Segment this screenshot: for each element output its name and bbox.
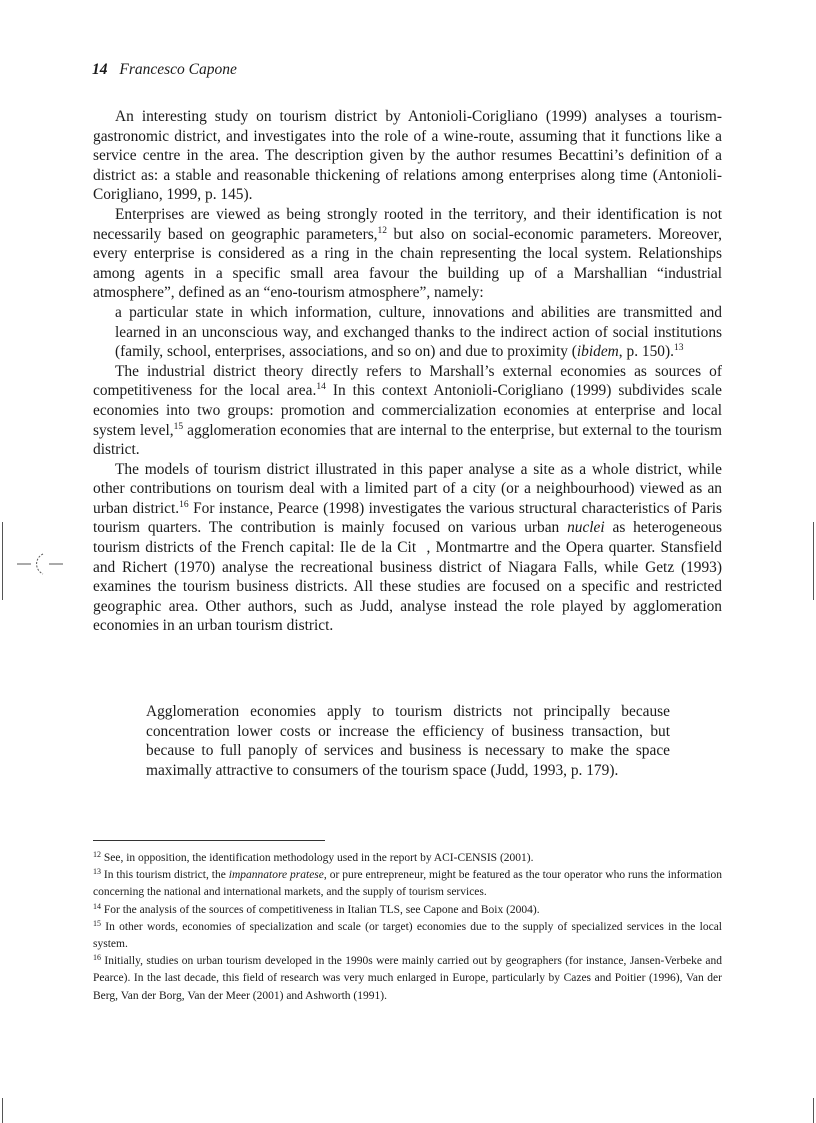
footnote-14 bbox=[93, 902, 722, 919]
paragraph-4-text-end: agglomeration economies that are internal to the enterprise, but external to the tourism district. bbox=[93, 421, 722, 459]
footnote-13-text: In this tourism district, the bbox=[101, 869, 229, 882]
crop-mark-bottom-right bbox=[813, 1098, 814, 1123]
page-number: 14 bbox=[92, 61, 108, 78]
registration-mark-icon bbox=[17, 550, 63, 578]
crop-mark-left bbox=[2, 522, 3, 600]
crop-mark-right bbox=[813, 522, 814, 600]
running-header bbox=[92, 61, 237, 79]
footnote-14-text: For the analysis of the sources of competitiveness in Italian TLS, see Capone and Boix (2004). bbox=[101, 903, 540, 916]
paragraph-5 bbox=[93, 460, 722, 636]
paragraph-4 bbox=[93, 362, 722, 460]
paragraph-2-text-cont: but also on social-economic parameters. Moreover, every enterprise is considered as a ring in the chain representing the local system. Relationships among agents in a specific small area favour the building up of a Marshallian “industrial atmosphere”, defined as an “eno-tourism atmosphere”, namely: bbox=[93, 225, 722, 302]
footnote-ref-13: 13 bbox=[673, 343, 684, 354]
footnote-14-number: 14 bbox=[93, 901, 101, 911]
body-text bbox=[93, 107, 722, 636]
footnote-13-text-cont: , or pure entrepreneur, might be featured as the tour operator who runs the information concerning the national and international markets, and the supply of tourism services. bbox=[93, 869, 723, 899]
footnote-ref-16: 16 bbox=[179, 499, 189, 510]
paragraph-1: An interesting study on tourism district by Antonioli-Corigliano (1999) analyses a tourism-gastronomic district, and investigates into the role of a wine-route, assuming that it functions like a service centre in the area. The description given by the author resumes Becattini’s definition of a district as: a stable and reasonable thickening of relations among enterprises along time (Antonioli-Corigliano, 1999, p. 145). bbox=[93, 108, 722, 204]
paragraph-2 bbox=[93, 205, 722, 303]
footnote-12-number: 12 bbox=[93, 850, 101, 859]
block-quotation: Agglomeration economies apply to tourism districts not principally because concentration lower costs or increase the efficiency of business transaction, but because to full panoply of services and business is necessary to make the space maximally attractive to consumers of the tourism space (Judd, 1993, p. 179). bbox=[146, 703, 670, 779]
footnote-12-text: See, in opposition, the identification methodology used in the report by ACI-CENSIS (2001). bbox=[101, 852, 534, 864]
footnote-ref-14: 14 bbox=[316, 382, 326, 393]
paragraph-2-text: Enterprises are viewed as being strongly rooted in the territory, and their identification is not necessarily based on geographic parameters, bbox=[93, 205, 722, 243]
footnote-separator bbox=[93, 840, 325, 841]
inline-quotation-cite: , p. 150). bbox=[618, 343, 674, 361]
inline-quotation bbox=[93, 303, 722, 362]
footnote-13-number: 13 bbox=[93, 867, 101, 877]
nuclei-italic: nuclei bbox=[567, 519, 605, 537]
footnote-15-text: In other words, economies of specialization and scale (or target) economies due to the supply of specialized services in the local system. bbox=[93, 920, 722, 951]
footnote-13-italic: impannatore pratese bbox=[228, 869, 324, 882]
footnote-16-number: 16 bbox=[93, 953, 101, 963]
footnote-ref-15: 15 bbox=[173, 421, 184, 432]
footnote-ref-12: 12 bbox=[377, 225, 388, 236]
author-name: Francesco Capone bbox=[119, 61, 237, 78]
paragraph-5-text: The models of tourism district illustrated in this paper analyse a site as a whole district, while other contributions on tourism deal with a limited part of a city (or a neighbourhood) viewed as an urban district. bbox=[93, 460, 722, 517]
footnotes bbox=[93, 850, 722, 1005]
footnote-16-text: Initially, studies on urban tourism developed in the 1990s were mainly carried out by geographers (for instance, Jansen-Verbeke and Pearce). In the last decade, this field of research was very much enlarged in Europe, particularly by Cazes and Poitier (1996), Van der Berg, Van der Borg, Van der Meer (2001) and Ashworth (1991). bbox=[93, 955, 722, 1002]
paragraph-4-text-cont: In this context Antonioli-Corigliano (1999) subdivides scale economies into two groups: promotion and commercialization economies at enterprise and local system level, bbox=[93, 382, 722, 439]
footnote-16 bbox=[93, 953, 722, 1005]
paragraph-5-text-cont: For instance, Pearce (1998) investigates the various structural characteristics of Paris tourism quarters. The contribution is mainly focused on various urban bbox=[93, 499, 722, 537]
inline-quotation-text: a particular state in which information, culture, innovations and abilities are transmitted and learned in an unconscious way, and exchanged thanks to the indirect action of social institutions (family, school, enterprises, associations, and so on) and due to proximity ( bbox=[115, 303, 722, 361]
footnote-12 bbox=[93, 850, 722, 867]
crop-mark-bottom-left bbox=[2, 1098, 3, 1123]
ibidem-italic: ibidem bbox=[576, 343, 619, 361]
paragraph-5-text-end: as heterogeneous tourism districts of the French capital: Ile de la Cit , Montmartre and the Opera quarter. Stansfield and Richert (1970) analyse the recreational business district of Niagara Falls, while Getz (1993) examines the tourism business districts. All these studies are focused on a specific and restricted geographic area. Other authors, such as Judd, analyse instead the role played by agglomeration economies in an urban tourism district. bbox=[93, 519, 723, 635]
footnote-13 bbox=[93, 867, 722, 901]
paragraph-4-text: The industrial district theory directly refers to Marshall’s external economies as sources of competitiveness for the local area. bbox=[93, 362, 722, 400]
footnote-15 bbox=[93, 919, 722, 953]
footnote-15-number: 15 bbox=[93, 918, 101, 928]
